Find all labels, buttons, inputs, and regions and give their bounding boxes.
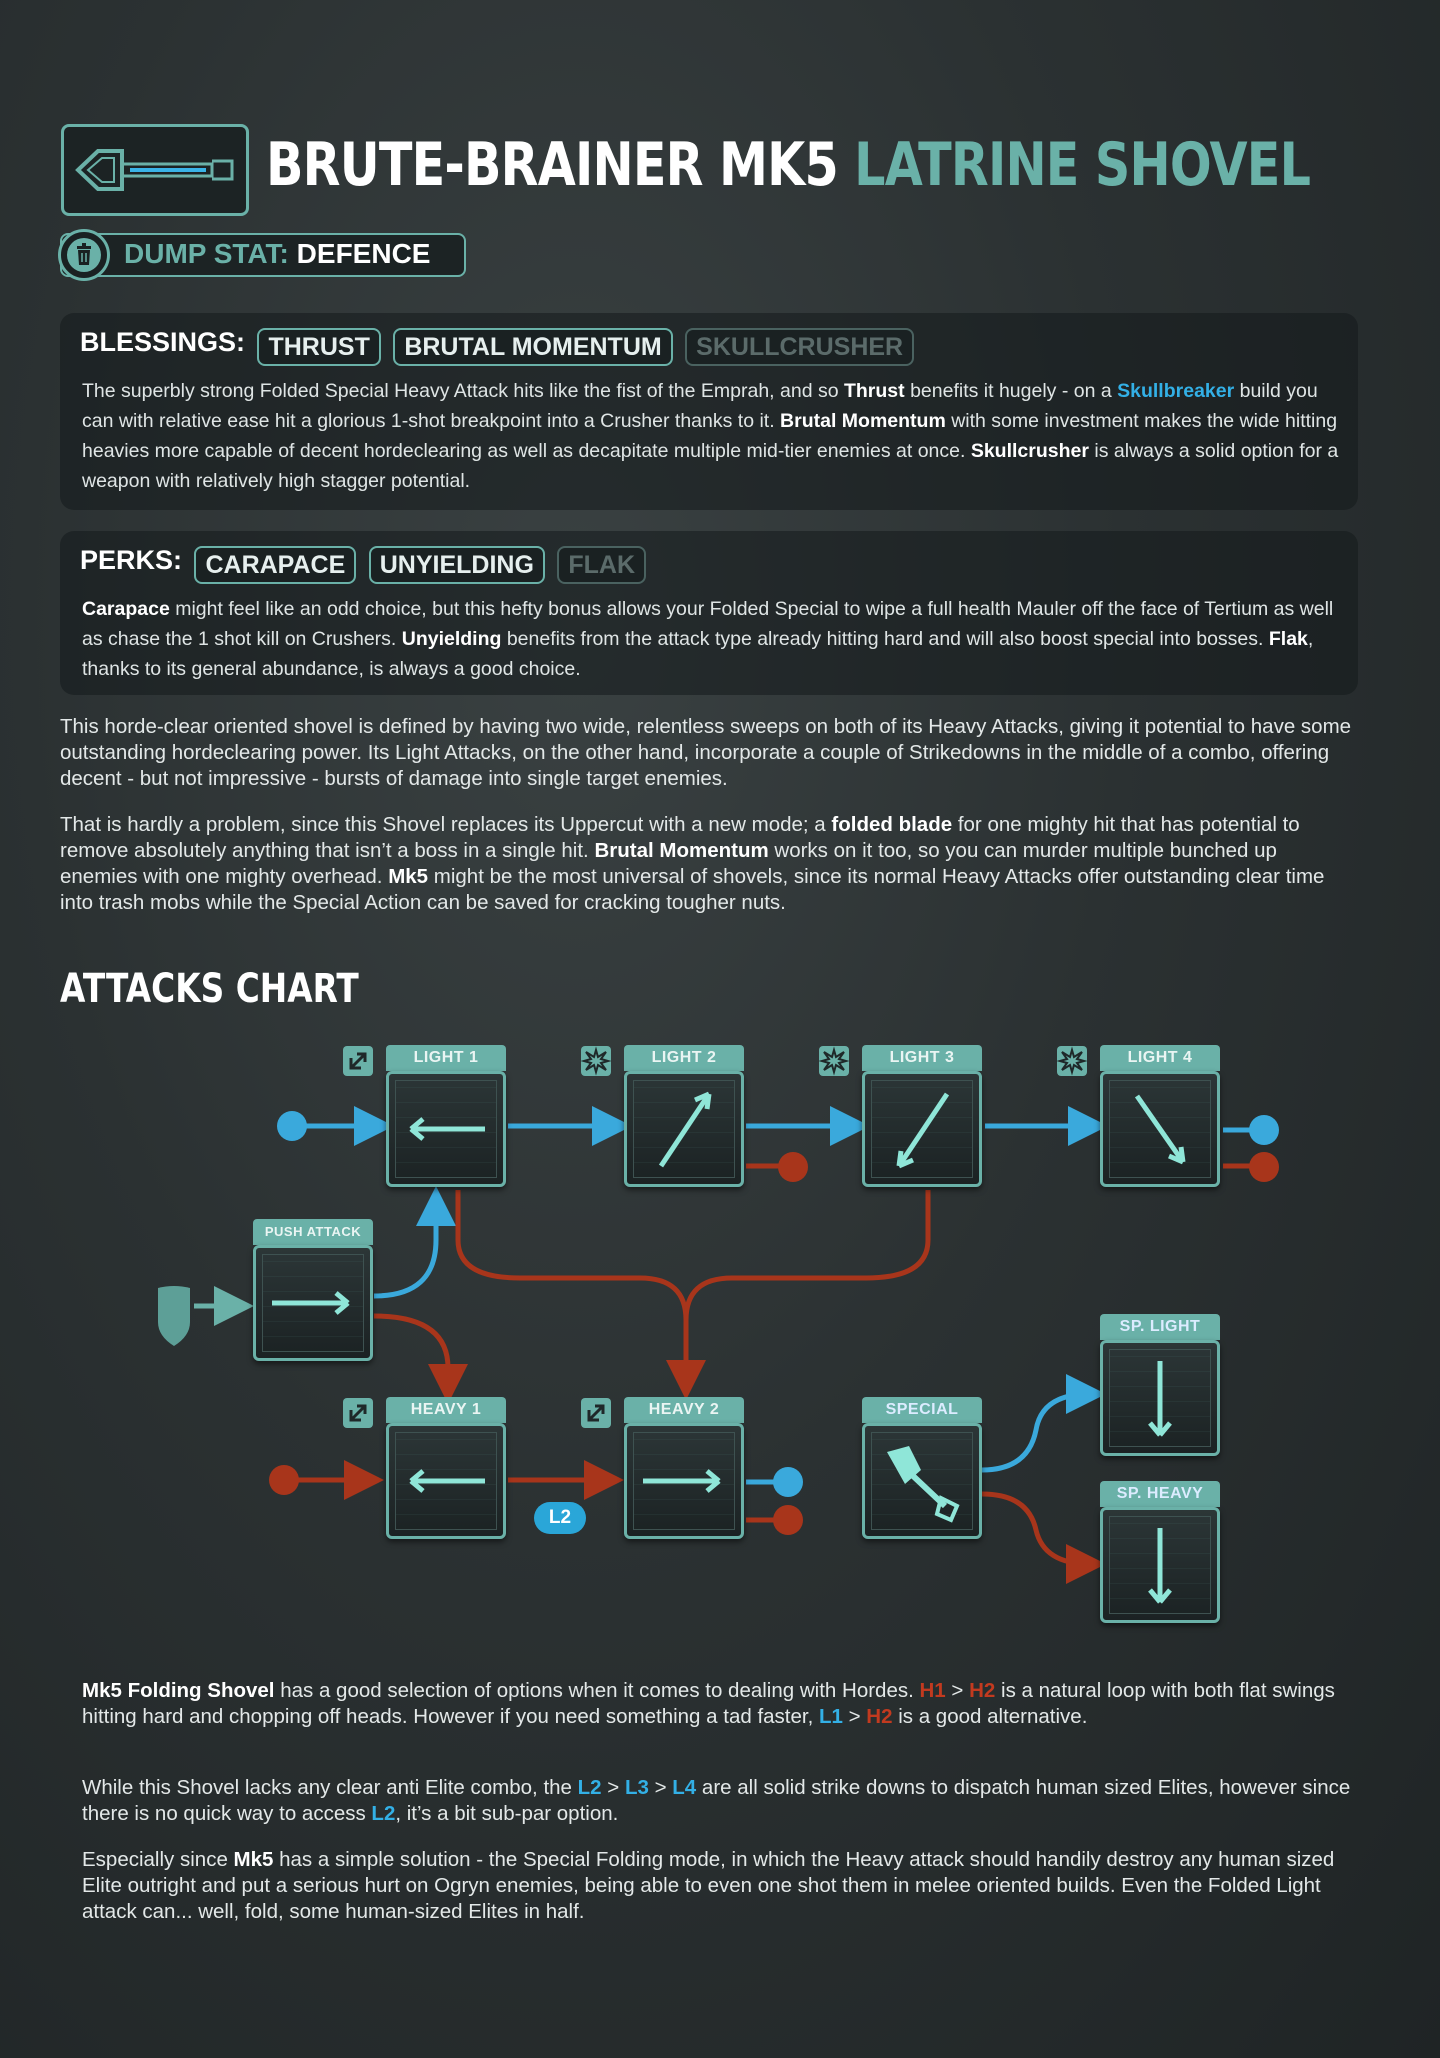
node-sp-heavy-box <box>1100 1507 1220 1623</box>
node-heavy-1-label: HEAVY 1 <box>386 1397 506 1423</box>
node-push-attack <box>253 1219 373 1361</box>
arrow-down-icon <box>1103 1510 1217 1620</box>
start-node-heavy <box>269 1465 299 1495</box>
node-light-1 <box>386 1045 506 1187</box>
combo-paragraph-3: Especially since Mk5 has a simple solution - the Special Folding mode, in which the Heavy attack should handily destroy any human sized Elite outright and put a serious hurt on Ogryn enemies, being able to even one shot them in melee oriented builds. Even the Folded Light attack can... well, fold, some human-sized Elites in half. <box>82 1848 1335 1923</box>
arrow-up-right-icon <box>627 1074 741 1184</box>
node-light-4 <box>1100 1045 1220 1187</box>
bold-term: Unyielding <box>401 628 502 650</box>
perks-text: Carapace might feel like an odd choice, but this hefty bonus allows your Folded Special to wipe a full health Mauler off the face of Tertium as well as chase the 1 shot kill on Crushers. Unyielding benefits from the attack type already hitting hard and will also boost special into bosses. Flak, thanks to its general abundance, is always a good choice. <box>82 598 1334 680</box>
node-push-attack-box <box>253 1245 373 1361</box>
chip-thrust: THRUST <box>257 328 380 366</box>
node-light-1-box <box>386 1071 506 1187</box>
node-sp-light-label: SP. LIGHT <box>1100 1314 1220 1340</box>
node-heavy-1-box <box>386 1423 506 1539</box>
attacks-chart-title: ATTACKS CHART <box>60 966 359 1012</box>
node-light-2 <box>624 1045 744 1187</box>
arrow-right-icon <box>256 1248 370 1358</box>
node-light-3 <box>862 1045 982 1187</box>
chip-brutal-momentum: BRUTAL MOMENTUM <box>393 328 672 366</box>
light-term: L4 <box>672 1776 697 1799</box>
light-term: L2 <box>577 1776 602 1799</box>
diagonal-arrow-icon <box>343 1046 373 1076</box>
node-light-2-box <box>624 1071 744 1187</box>
intro-paragraph-2: That is hardly a problem, since this Shovel replaces its Uppercut with a new mode; a folded blade for one mighty hit that has potential to remove absolutely anything that isn’t a boss in a single hit. Brutal Momentum works on it too, so you can murder multiple bunched up enemies with one mighty overhead. Mk5 might be the most universal of shovels, since its normal Heavy Attacks offer outstanding clear time into trash mobs while the Special Action can be saved for cracking tougher nuts. <box>60 813 1325 914</box>
chip-unyielding: UNYIELDING <box>369 546 545 584</box>
chip-carapace: CARAPACE <box>194 546 356 584</box>
end-node-heavy2-heavy <box>773 1505 803 1535</box>
bold-term: Brutal Momentum <box>780 410 946 432</box>
end-node-light4-heavy <box>1249 1152 1279 1182</box>
diagonal-arrow-icon <box>343 1398 373 1428</box>
burst-badge-light3 <box>819 1046 849 1076</box>
strikedown-badge-heavy2 <box>581 1398 611 1428</box>
intro-paragraph-1: This horde-clear oriented shovel is defined by having two wide, relentless sweeps on both of its Heavy Attacks, giving it potential to have some outstanding hordeclearing power. Its Light Attacks, on the other hand, incorporate a couple of Strikedowns in the middle of a combo, offering decent - but not impressive - bursts of damage into single target enemies. <box>60 715 1352 790</box>
title-accent: LATRINE SHOVEL <box>854 130 1311 200</box>
combo-paragraph-2: While this Shovel lacks any clear anti Elite combo, the L2 > L3 > L4 are all solid strike downs to dispatch human sized Elites, however since there is no quick way to access L2, it’s a bit sub-par option. <box>82 1776 1351 1825</box>
heavy-term: H1 <box>919 1679 946 1702</box>
light-term: L2 <box>371 1802 396 1825</box>
node-heavy-1 <box>386 1397 506 1539</box>
node-light-3-label: LIGHT 3 <box>862 1045 982 1071</box>
bold-term: Mk5 <box>388 865 429 888</box>
arrow-left-icon <box>389 1074 503 1184</box>
node-heavy-2-box <box>624 1423 744 1539</box>
node-special-label: SPECIAL <box>862 1397 982 1423</box>
bold-term: Thrust <box>843 380 905 402</box>
burst-badge-light2 <box>581 1046 611 1076</box>
l2-tag: L2 <box>534 1502 586 1534</box>
node-light-1-label: LIGHT 1 <box>386 1045 506 1071</box>
perks-title: PERKS: <box>80 545 183 575</box>
combo-paragraph-1: Mk5 Folding Shovel has a good selection of options when it comes to dealing with Hordes. H1 > H2 is a natural loop with both flat swings hitting hard and chopping off heads. However if you need something a tad faster, L1 > H2 is a good alternative. <box>82 1679 1335 1728</box>
start-node-light <box>277 1111 307 1141</box>
burst-icon <box>1057 1046 1087 1076</box>
node-light-3-box <box>862 1071 982 1187</box>
bold-term: Flak <box>1268 628 1308 650</box>
arrow-right-icon <box>627 1426 741 1536</box>
light-term: Skullbreaker <box>1117 380 1235 402</box>
chip-flak: FLAK <box>557 546 646 584</box>
burst-badge-light4 <box>1057 1046 1087 1076</box>
bold-term: Mk5 Folding Shovel <box>82 1679 275 1702</box>
node-push-attack-label: PUSH ATTACK <box>253 1219 373 1245</box>
title-main: BRUTE-BRAINER MK5 <box>266 130 838 200</box>
end-node-light4 <box>1249 1115 1279 1145</box>
node-light-4-label: LIGHT 4 <box>1100 1045 1220 1071</box>
arrow-left-icon <box>389 1426 503 1536</box>
node-sp-light-box <box>1100 1340 1220 1456</box>
node-light-2-label: LIGHT 2 <box>624 1045 744 1071</box>
strikedown-badge-light1 <box>343 1046 373 1076</box>
dump-stat-value: DEFENCE <box>296 238 431 269</box>
node-heavy-2 <box>624 1397 744 1539</box>
node-special <box>862 1397 982 1539</box>
bold-term: Skullcrusher <box>970 440 1089 462</box>
light-term: L1 <box>818 1705 843 1728</box>
blessings-text: The superbly strong Folded Special Heavy Attack hits like the fist of the Emprah, and so Thrust benefits it hugely - on a Skullbreaker build you can with relative ease hit a glorious 1-shot breakpoint into a Crusher thanks to it. Brutal Momentum with some investment makes the wide hitting heavies more capable of decent hordeclearing as well as decapitate multiple mid-tier enemies at once. Skullcrusher is always a solid option for a weapon with relatively high stagger potential. <box>82 380 1339 492</box>
bold-term: Carapace <box>82 598 170 620</box>
folded-shovel-icon <box>865 1426 979 1536</box>
node-special-box <box>862 1423 982 1539</box>
node-heavy-2-label: HEAVY 2 <box>624 1397 744 1423</box>
strikedown-badge-heavy1 <box>343 1398 373 1428</box>
end-node-heavy2 <box>773 1467 803 1497</box>
light-term: L3 <box>624 1776 649 1799</box>
burst-icon <box>581 1046 611 1076</box>
node-light-4-box <box>1100 1071 1220 1187</box>
arrow-down-right-icon <box>1103 1074 1217 1184</box>
dump-stat-label: DUMP STAT: <box>124 238 289 269</box>
node-sp-heavy <box>1100 1481 1220 1623</box>
shield-icon <box>158 1286 190 1346</box>
blessings-title: BLESSINGS: <box>80 327 246 357</box>
node-sp-heavy-label: SP. HEAVY <box>1100 1481 1220 1507</box>
heavy-term: H2 <box>866 1705 893 1728</box>
end-node-light2-heavy <box>778 1152 808 1182</box>
heavy-term: H2 <box>969 1679 996 1702</box>
arrow-down-icon <box>1103 1343 1217 1453</box>
arrow-down-left-icon <box>865 1074 979 1184</box>
burst-icon <box>819 1046 849 1076</box>
bold-term: folded blade <box>831 813 953 836</box>
bold-term: Brutal Momentum <box>594 839 769 862</box>
node-sp-light <box>1100 1314 1220 1456</box>
bold-term: Mk5 <box>233 1848 274 1871</box>
chip-skullcrusher: SKULLCRUSHER <box>685 328 914 366</box>
diagonal-arrow-icon <box>581 1398 611 1428</box>
